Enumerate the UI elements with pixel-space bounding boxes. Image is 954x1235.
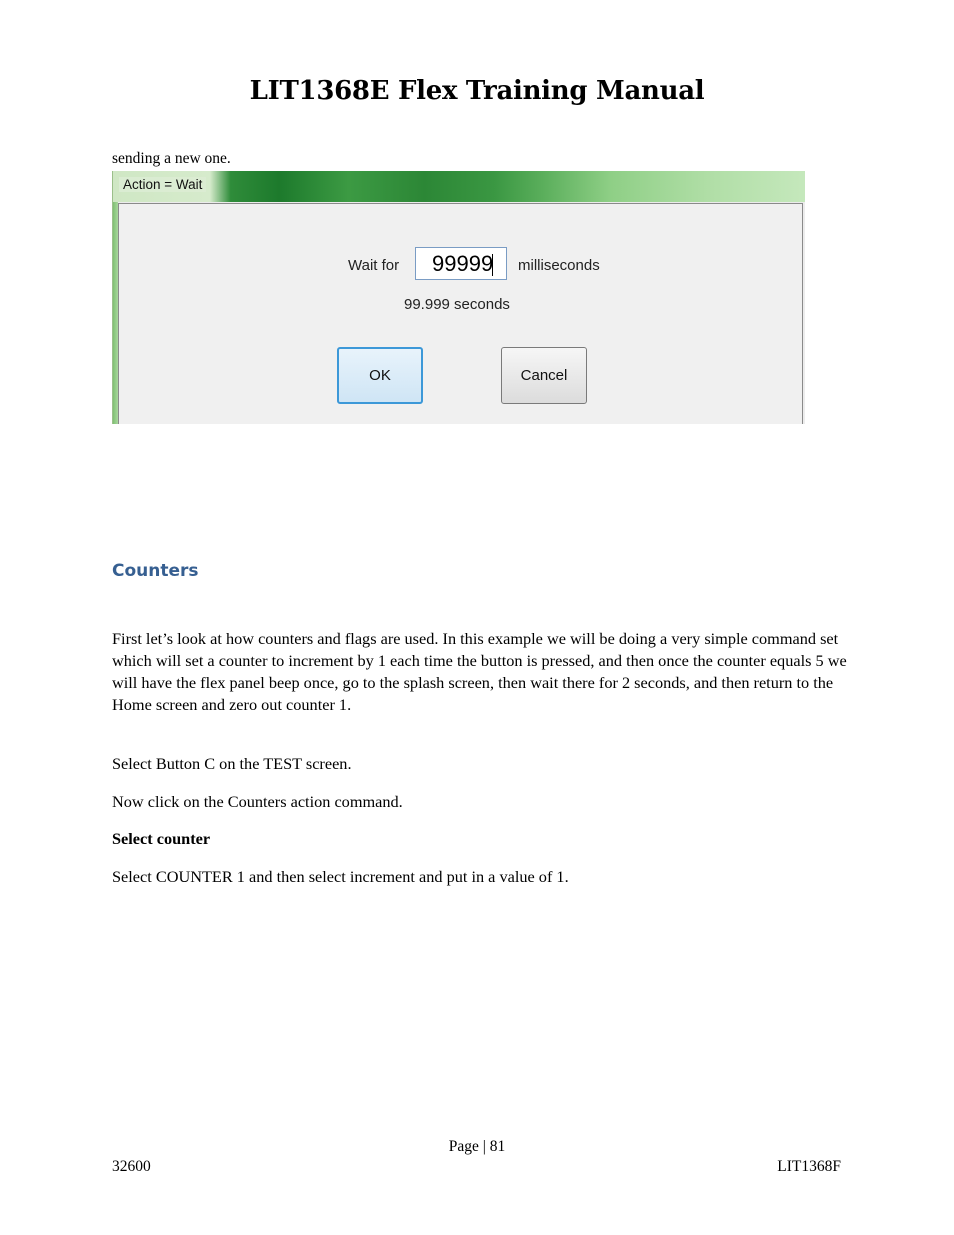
wait-milliseconds-input[interactable] <box>415 247 507 280</box>
paragraph-click-counters: Now click on the Counters action command. <box>112 792 403 811</box>
paragraph-select-counter: Select COUNTER 1 and then select increment and put in a value of 1. <box>112 867 569 886</box>
footer-doc-id: 32600 <box>112 1158 151 1175</box>
window-titlebar[interactable] <box>113 171 805 202</box>
document-title: LIT1368E Flex Training Manual <box>249 76 705 106</box>
embedded-screenshot <box>112 171 805 424</box>
text-caret <box>492 254 493 276</box>
milliseconds-label: milliseconds <box>518 257 600 274</box>
wait-for-label: Wait for <box>348 257 400 274</box>
section-heading: Counters <box>112 561 199 581</box>
paragraph-select-button: Select Button C on the TEST screen. <box>112 754 352 773</box>
cancel-button[interactable]: Cancel <box>501 347 587 404</box>
intro-text: sending a new one. <box>112 150 231 167</box>
wait-dialog <box>118 203 803 424</box>
ok-button[interactable]: OK <box>337 347 423 404</box>
paragraph-intro: First let’s look at how counters and flags are used. In this example we will be doing a very simple command set which will set a counter to increment by 1 each time the button is pressed, and then once the counter equals 5 we will have the flex panel beep once, go to the splash screen, then wait there for 2 seconds, and then return to the Home screen and zero out counter 1. <box>112 629 847 714</box>
seconds-readout: 99.999 seconds <box>404 296 510 313</box>
footer-lit-code: LIT1368F <box>777 1158 841 1175</box>
window-title: Action = Wait <box>119 177 206 192</box>
page-number: Page | 81 <box>448 1138 506 1155</box>
subheading-select-counter: Select counter <box>112 829 211 848</box>
